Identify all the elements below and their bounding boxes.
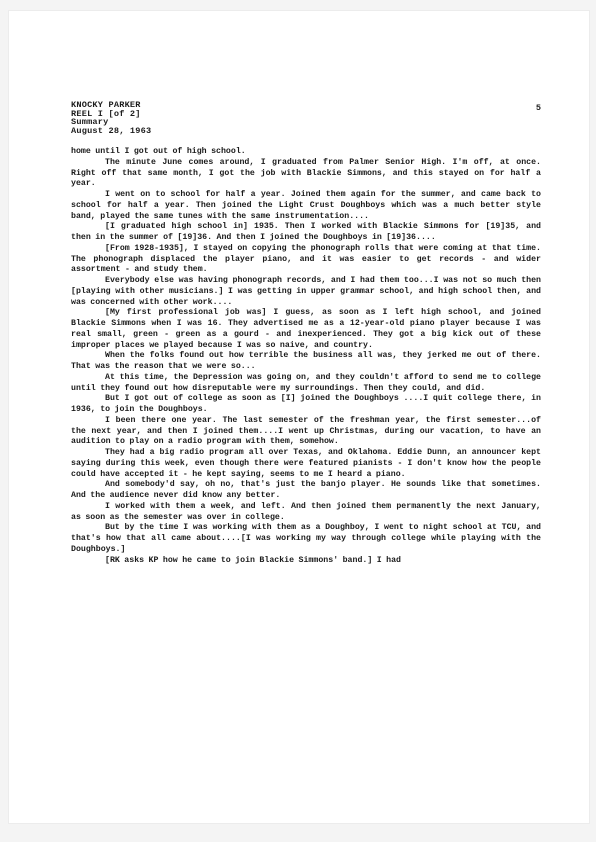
document-body: [71, 147, 541, 566]
header-type: Summary: [71, 117, 109, 128]
paragraph: And somebody'd say, oh no, that's just the banjo player. He sounds like that sometimes. And the audience never did know any better.: [71, 480, 541, 500]
paragraph: Everybody else was having phonograph records, and I had them too...I was not so much then [playing with other musicians.] I was getting in upper grammar school, and high school then, and was concerned with other work....: [71, 276, 541, 307]
document-header: [71, 101, 151, 135]
paragraph: I been there one year. The last semester of the freshman year, the first semester...of the next year, and then I joined them....I went up Christmas, during our vacation, to have an audition to play on a radio program with them, somehow.: [71, 415, 541, 447]
paragraph: At this time, the Depression was going on, and they couldn't afford to send me to college until they found out how disreputable were my surroundings. Then they could, and did.: [71, 372, 541, 393]
paragraph: [My first professional job was] I guess, as soon as I left high school, and joined Blackie Simmons when I was 16. They advertised me as a 12-year-old piano player because I was real small, green - green as a gourd - and inexperienced. They got a big kick out of these improper places we played because I was so naive, and country.: [71, 308, 541, 350]
page-number: 5: [535, 103, 541, 113]
paragraph: I worked with them a week, and left. And then joined them permanently the next January, as soon as the semester was over in college.: [71, 501, 541, 522]
paragraph: But by the time I was working with them as a Doughboy, I went to night school at TCU, and that's how that all came about....[I was working my way through college while playing with the Doughboys.]: [71, 523, 541, 554]
header-name: KNOCKY PARKER: [71, 100, 141, 110]
paragraph: When the folks found out how terrible the business all was, they jerked me out of there. That was the reason that we were so...: [71, 351, 541, 371]
paragraph: home until I got out of high school.: [71, 147, 246, 156]
paragraph: They had a big radio program all over Texas, and Oklahoma. Eddie Dunn, an announcer kept saying during this week, even though there were featured pianists - I don't know how the people could have accepted it - he kept saying, seems to me I heard a piano.: [71, 448, 541, 479]
paragraph: But I got out of college as soon as [I] joined the Doughboys ....I quit college there, in 1936, to join the Doughboys.: [71, 394, 541, 414]
paragraph: [RK asks KP how he came to join Blackie Simmons' band.] I had: [105, 555, 401, 565]
header-reel: REEL I [of 2]: [71, 108, 141, 119]
paragraph: The minute June comes around, I graduated from Palmer Senior High. I'm off, at once. Right off that same month, I got the job with Blackie Simmons, and this stayed on for half a year.: [71, 157, 541, 189]
paragraph: [I graduated high school in] 1935. Then I worked with Blackie Simmons for [19]35, and then in the summer of [19]36. And then I joined the Doughboys in [19]36....: [71, 222, 541, 242]
document-page: [8, 10, 590, 824]
paragraph: [From 1928-1935], I stayed on copying the phonograph rolls that were coming at that time. The phonograph displaced the player piano, and it was easier to get records - and wider assortment - and study them.: [71, 243, 541, 275]
paragraph: I went on to school for half a year. Joined them again for the summer, and came back to school for half a year. Then joined the Light Crust Doughboys which was a much better style band, played the same tunes with the same instrumentation....: [71, 190, 541, 221]
header-date: August 28, 1963: [71, 125, 152, 136]
